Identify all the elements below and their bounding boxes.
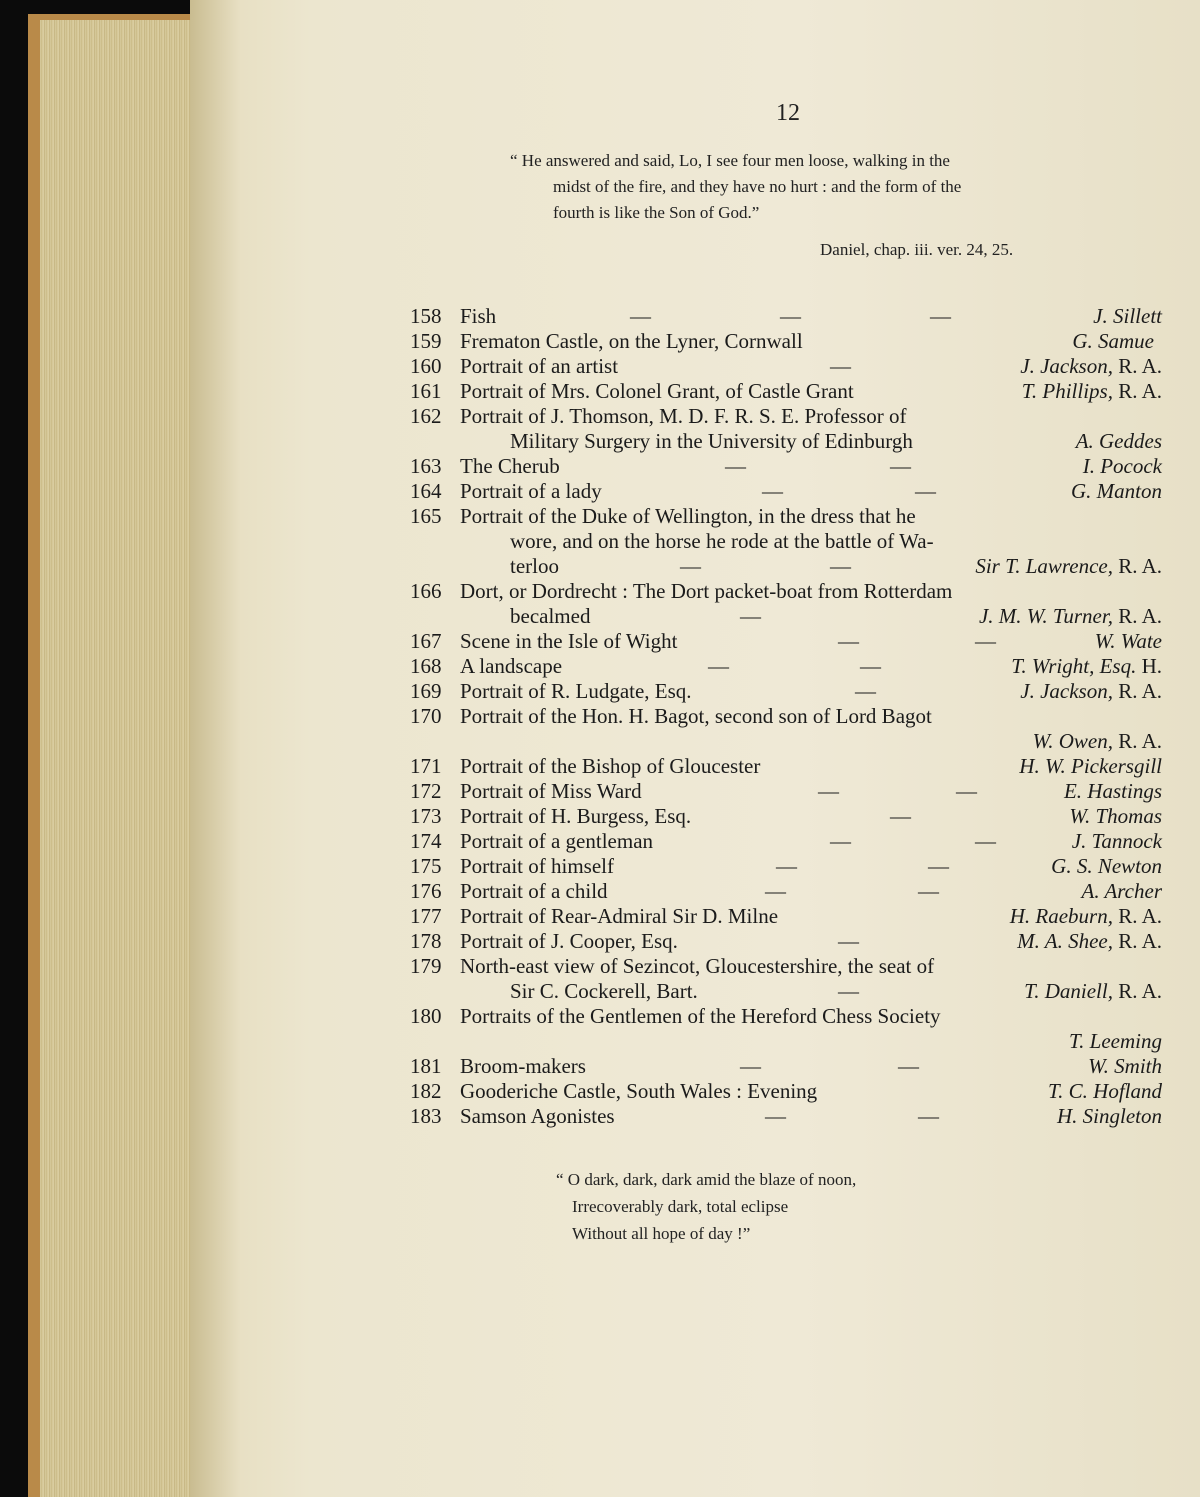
entry-title: Frematon Castle, on the Lyner, Cornwall bbox=[460, 329, 803, 353]
entry-artist: W. Wate bbox=[1094, 629, 1162, 653]
catalog-entry bbox=[410, 404, 1162, 429]
epigraph-line: midst of the fire, and they have no hurt : and the form of the bbox=[553, 177, 962, 196]
entry-artist: I. Pocock bbox=[1082, 454, 1162, 478]
catalog-entry bbox=[410, 504, 1162, 529]
entry-title: Portrait of R. Ludgate, Esq. bbox=[460, 679, 692, 703]
catalog-entry bbox=[410, 654, 1162, 679]
entry-artist: E. Hastings bbox=[1063, 779, 1162, 803]
dash: — bbox=[776, 854, 797, 878]
entry-title-continued: Sir C. Cockerell, Bart. bbox=[510, 979, 698, 1003]
epigraph-line: Irrecoverably dark, total eclipse bbox=[572, 1197, 789, 1216]
dash: — bbox=[680, 554, 701, 578]
dash: — bbox=[930, 304, 951, 328]
dash: — bbox=[838, 629, 859, 653]
entry-number: 167 bbox=[410, 629, 442, 653]
dash: — bbox=[890, 804, 911, 828]
entry-artist: H. Singleton bbox=[1057, 1104, 1162, 1128]
entry-title: Portrait of Mrs. Colonel Grant, of Castle Grant bbox=[460, 379, 854, 403]
entry-artist: M. A. Shee, R. A. bbox=[1017, 929, 1162, 953]
entry-title: Portrait of Miss Ward bbox=[460, 779, 642, 803]
entry-title: A landscape bbox=[460, 654, 563, 678]
entry-title: Scene in the Isle of Wight bbox=[460, 629, 678, 653]
entry-artist: W. Smith bbox=[1088, 1054, 1162, 1078]
dash: — bbox=[975, 629, 996, 653]
catalog-entry bbox=[410, 1004, 1162, 1029]
catalog-entry bbox=[410, 454, 1162, 479]
catalog-entry bbox=[410, 754, 1162, 779]
dash: — bbox=[838, 929, 859, 953]
dash: — bbox=[928, 854, 949, 878]
entry-number: 162 bbox=[410, 404, 442, 428]
dash: — bbox=[740, 604, 761, 628]
catalog-entry bbox=[410, 1104, 1162, 1129]
entry-title: Portrait of a gentleman bbox=[460, 829, 654, 853]
catalog-entry bbox=[410, 879, 1162, 904]
entry-number: 161 bbox=[410, 379, 442, 403]
entry-number: 168 bbox=[410, 654, 442, 678]
epigraph-top bbox=[510, 148, 961, 226]
catalog-entry bbox=[410, 1054, 1162, 1079]
catalog-entry bbox=[410, 479, 1162, 504]
epigraph-line: fourth is like the Son of God.” bbox=[553, 203, 760, 222]
entry-title: Portrait of himself bbox=[460, 854, 614, 878]
catalog-entry-continuation bbox=[410, 979, 1162, 1004]
entry-artist: G. Samue bbox=[1072, 329, 1154, 353]
entry-artist: J. M. W. Turner, R. A. bbox=[978, 604, 1162, 628]
entry-number: 176 bbox=[410, 879, 442, 903]
entry-artist: H. Raeburn, R. A. bbox=[1009, 904, 1162, 928]
catalog-entry-continuation bbox=[410, 604, 1162, 629]
catalog-list bbox=[410, 304, 1162, 1129]
entry-title: Portrait of J. Cooper, Esq. bbox=[460, 929, 678, 953]
entry-artist: J. Jackson, R. A. bbox=[1020, 679, 1162, 703]
entry-number: 163 bbox=[410, 454, 442, 478]
entry-artist: G. S. Newton bbox=[1051, 854, 1162, 878]
entry-title-continued: becalmed bbox=[510, 604, 591, 628]
catalog-entry bbox=[410, 929, 1162, 954]
dash: — bbox=[855, 679, 876, 703]
catalog-entry-continuation bbox=[410, 429, 1162, 454]
catalog-entry bbox=[410, 629, 1162, 654]
entry-number: 160 bbox=[410, 354, 442, 378]
entry-artist: W. Owen, R. A. bbox=[1032, 729, 1162, 753]
dash: — bbox=[890, 454, 911, 478]
catalog-entry bbox=[410, 1079, 1162, 1104]
entry-title: Portrait of an artist bbox=[460, 354, 619, 378]
catalog-entry bbox=[410, 304, 1162, 329]
entry-artist: H. W. Pickersgill bbox=[1019, 754, 1162, 778]
epigraph-line: Without all hope of day !” bbox=[572, 1224, 751, 1243]
entry-number: 170 bbox=[410, 704, 442, 728]
entry-artist: G. Manton bbox=[1071, 479, 1162, 503]
dash: — bbox=[725, 454, 746, 478]
epigraph-bottom bbox=[556, 1166, 856, 1247]
dash: — bbox=[838, 979, 859, 1003]
catalog-entry bbox=[410, 804, 1162, 829]
catalog-entry bbox=[410, 679, 1162, 704]
entry-artist: J. Tannock bbox=[1071, 829, 1162, 853]
dash: — bbox=[956, 779, 977, 803]
dash: — bbox=[818, 779, 839, 803]
entry-number: 181 bbox=[410, 1054, 442, 1078]
dash: — bbox=[765, 1104, 786, 1128]
entry-title: The Cherub bbox=[460, 454, 560, 478]
dash: — bbox=[830, 354, 851, 378]
entry-number: 179 bbox=[410, 954, 442, 978]
entry-number: 175 bbox=[410, 854, 442, 878]
entry-title: North-east view of Sezincot, Gloucestershire, the seat of bbox=[460, 954, 935, 978]
entry-title-continued: Military Surgery in the University of Edinburgh bbox=[510, 429, 913, 453]
entry-number: 166 bbox=[410, 579, 442, 603]
catalog-entry bbox=[410, 779, 1162, 804]
entry-artist: Sir T. Lawrence, R. A. bbox=[975, 554, 1162, 578]
entry-number: 172 bbox=[410, 779, 442, 803]
entry-title: Portraits of the Gentlemen of the Hereford Chess Society bbox=[460, 1004, 941, 1028]
entry-title: Gooderiche Castle, South Wales : Evening bbox=[460, 1079, 818, 1103]
catalog-entry bbox=[410, 829, 1162, 854]
epigraph-citation: Daniel, chap. iii. ver. 24, 25. bbox=[820, 240, 1014, 259]
catalog-entry bbox=[410, 704, 1162, 729]
dash: — bbox=[765, 879, 786, 903]
entry-artist: T. Leeming bbox=[1069, 1029, 1162, 1053]
catalog-entry bbox=[410, 854, 1162, 879]
entry-number: 171 bbox=[410, 754, 442, 778]
entry-number: 169 bbox=[410, 679, 442, 703]
entry-title: Fish bbox=[460, 304, 497, 328]
entry-artist: T. Wright, Esq. H. bbox=[1011, 654, 1162, 678]
catalog-entry-continuation bbox=[410, 729, 1162, 754]
entry-title: Portrait of the Duke of Wellington, in the dress that he bbox=[460, 504, 916, 528]
epigraph-line: “ O dark, dark, dark amid the blaze of noon, bbox=[556, 1170, 857, 1189]
entry-title: Portrait of the Bishop of Gloucester bbox=[460, 754, 761, 778]
entry-title: Portrait of a child bbox=[460, 879, 608, 903]
entry-artist: A. Archer bbox=[1081, 879, 1162, 903]
dash: — bbox=[830, 554, 851, 578]
catalog-entry bbox=[410, 904, 1162, 929]
catalog-entry-continuation bbox=[410, 554, 1162, 579]
entry-title: Portrait of a lady bbox=[460, 479, 602, 503]
entry-artist: J. Jackson, R. A. bbox=[1020, 354, 1162, 378]
dash: — bbox=[830, 829, 851, 853]
entry-number: 178 bbox=[410, 929, 442, 953]
dash: — bbox=[918, 879, 939, 903]
entry-title: Broom-makers bbox=[460, 1054, 586, 1078]
entry-artist: T. Phillips, R. A. bbox=[1021, 379, 1162, 403]
entry-number: 180 bbox=[410, 1004, 442, 1028]
entry-title: Portrait of H. Burgess, Esq. bbox=[460, 804, 692, 828]
dash: — bbox=[975, 829, 996, 853]
dash: — bbox=[915, 479, 936, 503]
dash: — bbox=[898, 1054, 919, 1078]
catalog-entry-continuation bbox=[410, 1029, 1162, 1054]
entry-title: Portrait of the Hon. H. Bagot, second son of Lord Bagot bbox=[460, 704, 932, 728]
entry-artist: J. Sillett bbox=[1093, 304, 1162, 328]
entry-number: 159 bbox=[410, 329, 442, 353]
dash: — bbox=[860, 654, 881, 678]
catalog-entry bbox=[410, 579, 1162, 604]
dash: — bbox=[740, 1054, 761, 1078]
entry-artist: W. Thomas bbox=[1069, 804, 1162, 828]
dash: — bbox=[780, 304, 801, 328]
epigraph-line: “ He answered and said, Lo, I see four men loose, walking in the bbox=[510, 151, 950, 170]
dash: — bbox=[708, 654, 729, 678]
entry-title: Portrait of Rear-Admiral Sir D. Milne bbox=[460, 904, 779, 928]
dash: — bbox=[918, 1104, 939, 1128]
page-number: 12 bbox=[776, 100, 800, 126]
entry-number: 182 bbox=[410, 1079, 442, 1103]
entry-number: 183 bbox=[410, 1104, 442, 1128]
entry-artist: T. C. Hofland bbox=[1048, 1079, 1162, 1103]
entry-number: 174 bbox=[410, 829, 442, 853]
entry-number: 165 bbox=[410, 504, 442, 528]
entry-title: Dort, or Dordrecht : The Dort packet-boat from Rotterdam bbox=[460, 579, 953, 603]
entry-number: 164 bbox=[410, 479, 442, 503]
entry-title: Samson Agonistes bbox=[460, 1104, 615, 1128]
entry-number: 158 bbox=[410, 304, 442, 328]
entry-title-continued: wore, and on the horse he rode at the battle of Wa- bbox=[510, 529, 934, 553]
entry-artist: A. Geddes bbox=[1075, 429, 1162, 453]
dash: — bbox=[762, 479, 783, 503]
entry-number: 173 bbox=[410, 804, 442, 828]
catalog-entry bbox=[410, 379, 1162, 404]
catalog-entry bbox=[410, 954, 1162, 979]
catalog-entry bbox=[410, 354, 1162, 379]
entry-title-continued: terloo bbox=[510, 554, 559, 578]
entry-title: Portrait of J. Thomson, M. D. F. R. S. E. Professor of bbox=[460, 404, 907, 428]
entry-artist: T. Daniell, R. A. bbox=[1024, 979, 1162, 1003]
catalog-entry-continuation bbox=[410, 529, 1162, 554]
dash: — bbox=[630, 304, 651, 328]
entry-number: 177 bbox=[410, 904, 442, 928]
catalog-entry bbox=[410, 329, 1162, 354]
